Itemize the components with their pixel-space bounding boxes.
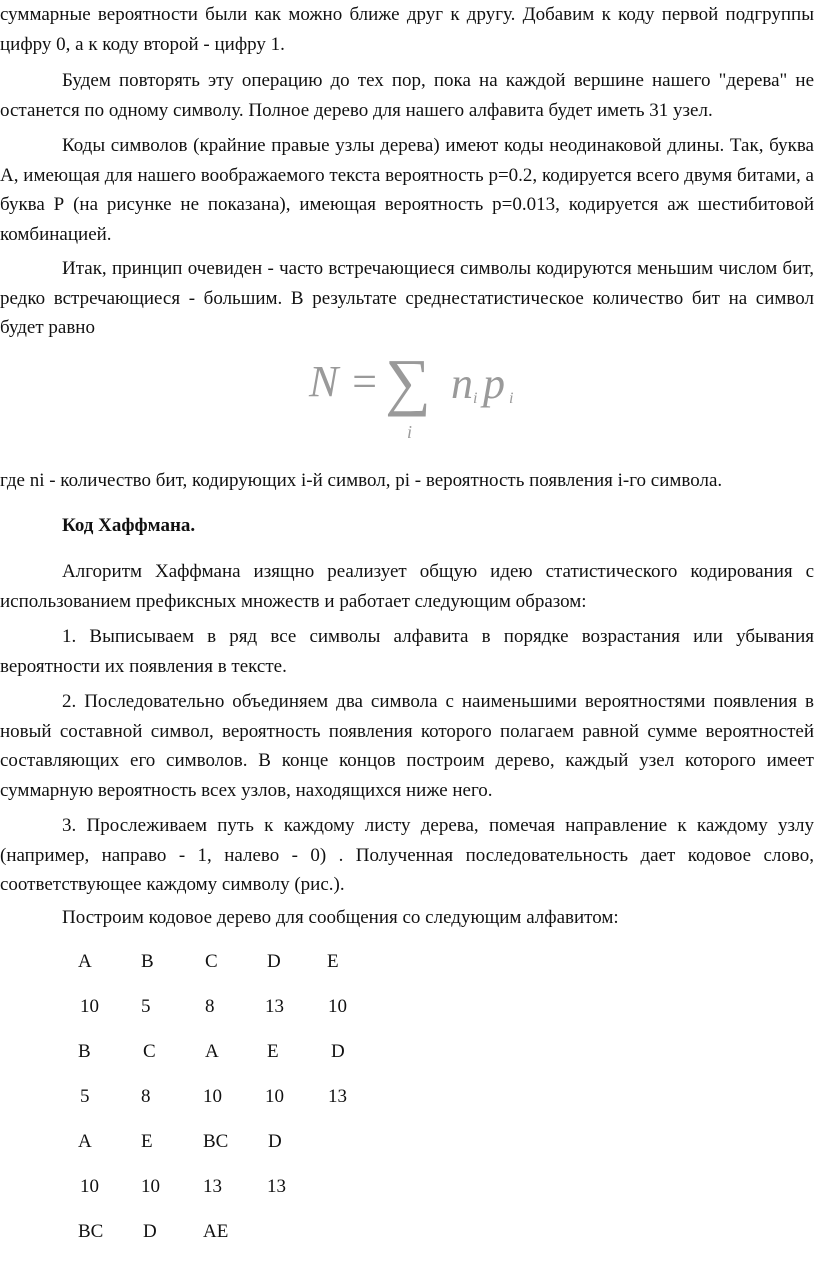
- sequence-cell: 10: [80, 1176, 99, 1197]
- sequence-cell: 8: [141, 1086, 151, 1107]
- sequence-cell: E: [267, 1041, 279, 1062]
- sequence-cell: 13: [267, 1176, 286, 1197]
- paragraph-continuation: суммарные вероятности были как можно ближе друг к другу. Добавим к коду первой подгруппы цифру 0, а к коду второй - цифру 1.: [0, 4, 814, 55]
- sequence-cell: D: [143, 1221, 157, 1242]
- sequence-cell: A: [78, 1131, 92, 1152]
- sequence-row-weights-3: [0, 1172, 816, 1202]
- sequence-cell: D: [268, 1131, 282, 1152]
- sequence-cell: 10: [328, 996, 347, 1017]
- paragraph-repeat-operation: Будем повторять эту операцию до тех пор, пока на каждой вершине нашего "дерева" не останется по одному символу. Полное дерево для нашего алфавита будет иметь 31 узел.: [0, 70, 814, 121]
- sequence-cell: AE: [203, 1221, 229, 1242]
- paragraph-build-tree: Построим кодовое дерево для сообщения со следующим алфавитом:: [62, 907, 619, 928]
- sequence-cell: E: [141, 1131, 153, 1152]
- sequence-cell: D: [267, 951, 281, 972]
- formula-term-p: p: [483, 359, 505, 408]
- paragraph-code-lengths: Коды символов (крайние правые узлы дерева) имеют коды неодинаковой длины. Так, буква А, имеющая для нашего воображаемого текста вероятность p=0.2, кодируется всего двумя битами, а буква Р (на рисунке не показана), имеющая вероятность p=0.013, кодируется аж шестибитовой комбинацией.: [0, 135, 814, 245]
- sequence-cell: 10: [80, 996, 99, 1017]
- sequence-cell: 10: [203, 1086, 222, 1107]
- sequence-row-weights-1: [0, 992, 816, 1022]
- sequence-row-symbols-3: [0, 1127, 816, 1157]
- sequence-row-symbols-2: [0, 1037, 816, 1067]
- sequence-cell: C: [205, 951, 218, 972]
- sequence-cell: 5: [141, 996, 151, 1017]
- sequence-cell: 10: [265, 1086, 284, 1107]
- formula-sub-p: i: [509, 390, 514, 407]
- sequence-cell: A: [78, 951, 92, 972]
- formula-term-n: n: [451, 359, 473, 408]
- section-heading-huffman: Код Хаффмана.: [62, 515, 196, 536]
- sequence-cell: BC: [78, 1221, 104, 1242]
- sequence-cell: 13: [328, 1086, 347, 1107]
- sequence-row-weights-2: [0, 1082, 816, 1112]
- paragraph-formula-legend: где ni - количество бит, кодирующих i-й символ, pi - вероятность появления i-го символа.: [0, 470, 723, 491]
- paragraph-step-1: 1. Выписываем в ряд все символы алфавита в порядке возрастания или убывания вероятности их появления в тексте.: [0, 626, 814, 677]
- paragraph-principle: Итак, принцип очевиден - часто встречающиеся символы кодируются меньшим числом бит, редко встречающиеся - большим. В результате среднестатистическое количество бит на символ будет равно: [0, 258, 814, 338]
- sequence-cell: C: [143, 1041, 156, 1062]
- sequence-cell: 8: [205, 996, 215, 1017]
- formula-sum-index: i: [407, 422, 413, 442]
- paragraph-step-3: 3. Прослеживаем путь к каждому листу дерева, помечая направление к каждому узлу (например, направо - 1, налево - 0) . Полученная последовательность дает кодовое слово, соответствующее каждому символу (рис.).: [0, 815, 814, 895]
- sequence-cell: 10: [141, 1176, 160, 1197]
- sequence-row-symbols-1: [0, 947, 816, 977]
- sequence-cell: A: [205, 1041, 219, 1062]
- formula-lhs: N =: [309, 357, 380, 406]
- sequence-cell: B: [78, 1041, 91, 1062]
- formula-sub-n: i: [473, 390, 478, 407]
- sequence-cell: 5: [80, 1086, 90, 1107]
- sequence-cell: 13: [265, 996, 284, 1017]
- paragraph-step-2: 2. Последовательно объединяем два символа с наименьшими вероятностями появления в новый составной символ, вероятность появления которого полагаем равной сумме вероятностей составляющих его символов. В конце концов построим дерево, каждый узел которого имеет суммарную вероятность всех узлов, находящихся ниже него.: [0, 691, 814, 801]
- sequence-cell: BC: [203, 1131, 229, 1152]
- sequence-cell: B: [141, 951, 154, 972]
- sequence-cell: D: [331, 1041, 345, 1062]
- sequence-cell: 13: [203, 1176, 222, 1197]
- formula-sum-symbol: ∑: [385, 346, 431, 417]
- sequence-row-symbols-4: [0, 1217, 816, 1247]
- paragraph-huffman-intro: Алгоритм Хаффмана изящно реализует общую идею статистического кодирования с использованием префиксных множеств и работает следующим образом:: [0, 561, 814, 612]
- sequence-cell: E: [327, 951, 339, 972]
- average-bits-formula: [305, 346, 535, 452]
